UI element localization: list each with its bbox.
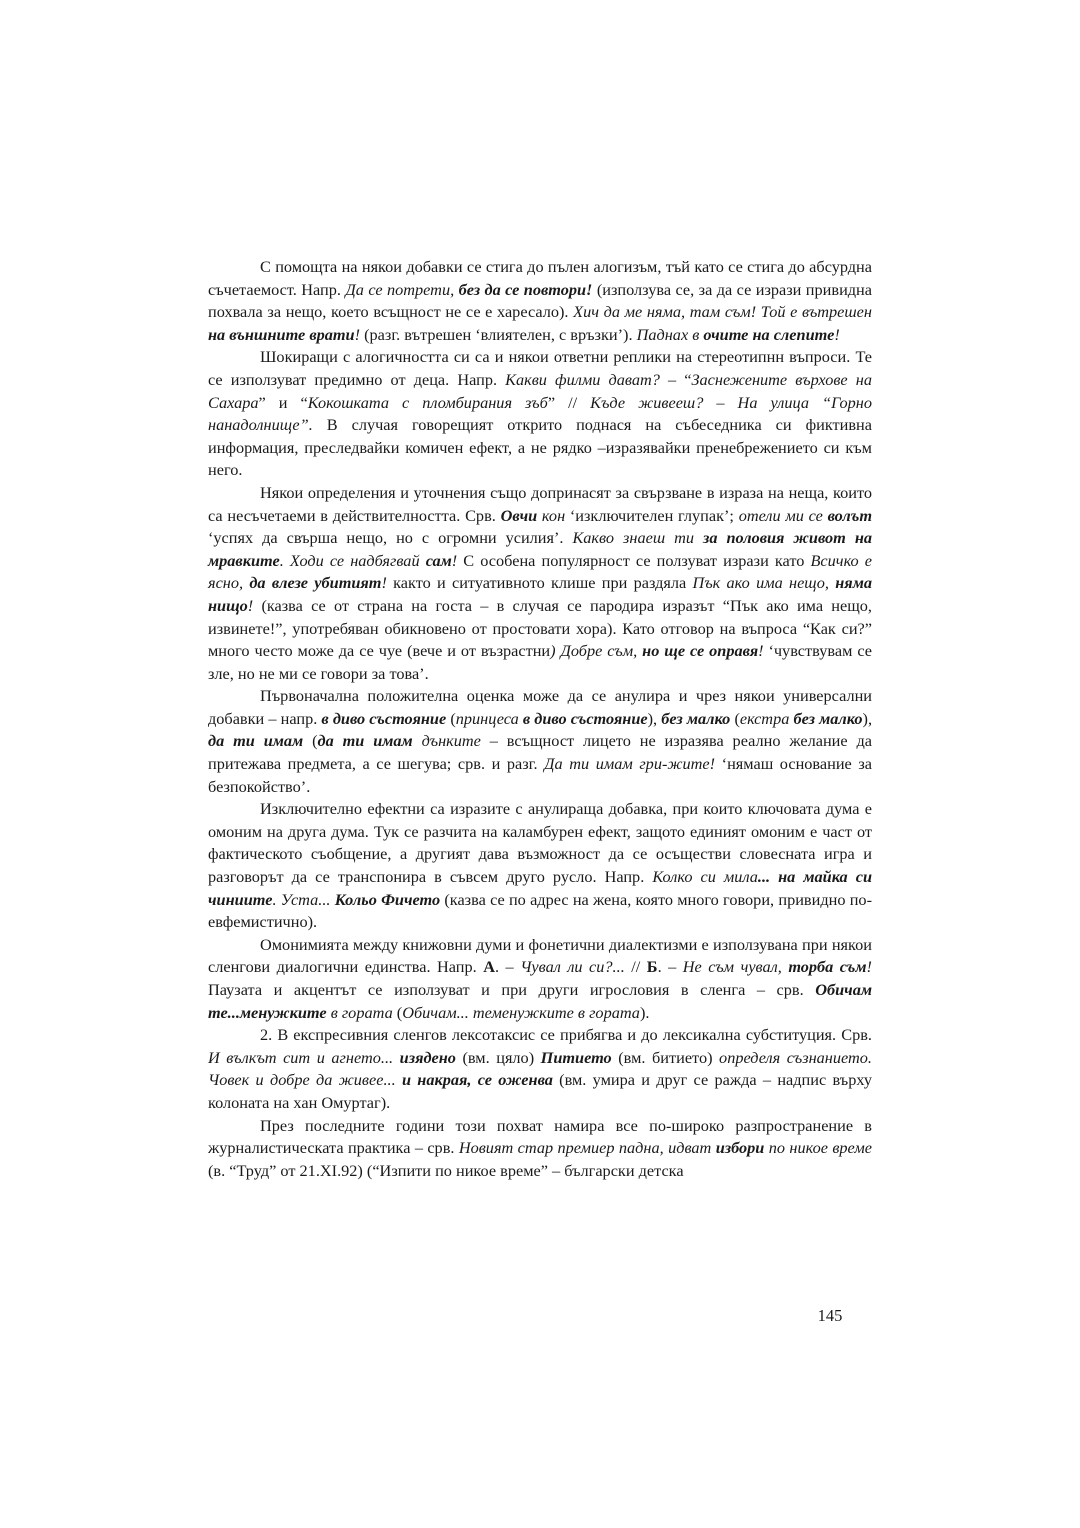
paragraph xyxy=(208,482,872,685)
text-run: Б xyxy=(646,957,658,977)
text-run: Колко си мила xyxy=(652,867,758,887)
text-run: ). xyxy=(639,1002,650,1022)
text-run: (вм. умира и друг се ражда – надпис върху колоната на хан Омуртаг). xyxy=(208,1070,873,1112)
text-run: Шокиращи с алогичността си са и някои ответни реплики на стереотипнн въпроси. Те се използуват предимно от деца. Напр. xyxy=(208,347,872,389)
paragraph xyxy=(208,934,872,1024)
text-run: на външните врати xyxy=(208,324,355,344)
text-run: в гората xyxy=(326,1002,393,1022)
text-run: без да се повтори! xyxy=(458,279,593,299)
text-run: ! xyxy=(758,641,764,661)
text-run: ‘успях да свърша нещо, но с огромни усилия’. xyxy=(208,528,573,548)
text-run: ‘изключителен глупак’; xyxy=(565,505,739,525)
text-run: (използува се, за да се изрази привидна похвала за нещо, което всъщност не се е харесало). xyxy=(208,279,873,322)
text-run: ! xyxy=(866,957,872,977)
text-run: Пък ако има нещо, xyxy=(692,573,836,593)
paragraph xyxy=(208,798,872,934)
text-run: Новият стар премиер падна, идват xyxy=(458,1138,716,1158)
text-run: Изключително ефектни са изразите с анулираща добавка, при които ключовата дума е омоним на друга дума. Тук се разчита на каламбурен ефект, защото единият омоним е част от фактическото съобщение, а другият дава възможност да се осъществи словесната игра и разговорът да се транспонира в съвсем друго русло. Напр. xyxy=(208,799,872,887)
text-run: Да ти имам гри-жите! xyxy=(544,754,716,774)
text-run: ! xyxy=(247,595,254,615)
text-run: . Ходи се надбягвай xyxy=(279,550,426,570)
text-run: сам xyxy=(425,550,452,570)
text-run: екстра xyxy=(739,708,794,728)
text-run: Паднах в xyxy=(636,324,704,344)
text-run: няма нищо xyxy=(208,573,872,615)
text-run: по никое време xyxy=(764,1138,872,1158)
paragraph xyxy=(208,346,872,482)
text-run: . Уста... xyxy=(272,889,335,909)
text-run: ... на майка си чиниите xyxy=(208,867,873,909)
text-run: да ти имам xyxy=(317,731,413,751)
text-run: . – xyxy=(495,957,521,977)
text-run: ‘нямаш основание за безпокойство’. xyxy=(208,754,872,796)
text-run: за половия живот на мравките xyxy=(208,528,872,570)
text-run: . – xyxy=(657,957,683,977)
text-run: ), xyxy=(862,708,873,728)
text-run: ! xyxy=(354,324,361,344)
text-run: определя съзнанието. Човек и добре да живее... xyxy=(208,1047,872,1090)
text-run: Заснежените върхове на Сахара xyxy=(208,369,872,412)
text-run: ( xyxy=(730,708,740,728)
text-run: избори xyxy=(715,1138,765,1158)
text-run: ( xyxy=(392,1002,403,1022)
text-run: Първоначална положителна оценка може да се анулира и чрез някои универсални добавки – напр. xyxy=(208,686,872,728)
paragraph xyxy=(208,256,872,346)
text-run: волът xyxy=(827,505,872,525)
text-run: В случая говорещият открито поднася на събеседника си фиктивна информация, преследвайки комичен ефект, а не рядко –изразявайки пренебрежението си към него. xyxy=(208,415,872,480)
text-run: С помощта на някои добавки се стига до пълен алогизъм, тъй като се стига до абсурдна съчетаемост. Напр. xyxy=(208,257,872,299)
text-run: Паузата и акцентът се използуват и при други игрословия в сленга – срв. xyxy=(208,980,816,999)
page-number: 145 xyxy=(817,1306,843,1325)
text-run: Не съм чувал, xyxy=(682,957,789,977)
text-run: ‘чувствувам се зле, но не ми се говори за това’. xyxy=(208,641,872,683)
text-run: Обичам те...менужките xyxy=(208,980,872,1022)
text-run: “ xyxy=(676,369,692,389)
text-run: и накрая, се оженва xyxy=(401,1070,553,1090)
text-run: да ти имам xyxy=(208,731,304,751)
text-run: (разг. вътрешен ‘влиятелен, с връзки’). xyxy=(360,324,637,344)
text-run: в диво състояние xyxy=(522,708,648,728)
text-run: А xyxy=(483,957,495,977)
text-run: но ще се оправя xyxy=(642,641,759,661)
text-run: Хич да ме няма, там съм! Той е вътрешен xyxy=(573,302,872,322)
text-run: Кокошката с пломбирания зъб xyxy=(307,392,548,412)
text-run: – всъщност лицето не изразява реално желание да притежава предмета, а се шегува; срв. и разг. xyxy=(208,731,872,774)
text-run: изядено xyxy=(399,1047,456,1067)
text-run: отели ми се xyxy=(738,505,828,525)
text-run: ! xyxy=(451,550,458,570)
text-run: ! xyxy=(381,573,387,593)
text-run: принцеса xyxy=(455,708,523,728)
text-run: ) Добре съм, xyxy=(550,641,643,661)
text-run: без малко xyxy=(661,708,731,728)
paragraph xyxy=(208,1024,872,1114)
text-run: ” // xyxy=(547,392,591,412)
text-run: Какви филми дават? – xyxy=(505,369,677,389)
text-run: Къде живееш? – На улица “Горно нанадолнище”. xyxy=(208,392,872,435)
text-run: Обичам... теменужките в гората xyxy=(402,1002,640,1022)
text-run: (казва се от страна на госта – в случая се пародира изразът “Пък ако има нещо, извинете!”, употребяван обикновено от простовати хора). Като отговор на въпроса “Как си?” много често може да се чуе (вече и от възрастни xyxy=(208,595,872,661)
text-run: // xyxy=(624,957,647,977)
paragraph xyxy=(208,685,872,798)
text-run: (вм. битието) xyxy=(611,1047,720,1067)
text-run: (вм. цяло) xyxy=(455,1047,541,1067)
page-body xyxy=(208,256,872,1182)
text-run: ! xyxy=(834,324,840,344)
text-run: торба съм xyxy=(788,957,867,977)
text-run: ), xyxy=(647,708,662,728)
text-run: Кольо Фичето xyxy=(334,889,441,909)
text-run: (казва се по адрес на жена, която много говори, привидно по-евфемистично). xyxy=(208,889,872,932)
text-run: ” и “ xyxy=(258,392,308,412)
text-run: ( xyxy=(446,708,456,728)
text-run: ( xyxy=(303,731,318,751)
text-run: Всичко е ясно, xyxy=(208,550,873,593)
text-run: (в. “Труд” от 21.ХI.92) (“Изпити по никое време” – български детска xyxy=(208,1160,684,1180)
text-run: Какво знаеш ти xyxy=(572,528,703,548)
text-run: През последните години този похват намира все по-широко разпространение в журналистическата практика – срв. xyxy=(208,1115,872,1158)
text-run: кон xyxy=(537,505,566,525)
text-run: И вълкът сит и агнето... xyxy=(208,1047,400,1067)
text-run: Някои определения и уточнения също допринасят за свързване в израза на неща, които са несъчетаеми в действителността. Срв. xyxy=(208,482,872,525)
text-run: в диво състояние xyxy=(321,708,447,728)
text-run: както и ситуативното клише при раздяла xyxy=(386,573,693,593)
paragraph xyxy=(208,1115,872,1183)
text-run: без малко xyxy=(793,708,863,728)
text-run: Да се потрети, xyxy=(345,279,459,299)
text-run: очите на слепите xyxy=(703,324,835,344)
text-run: Питието xyxy=(540,1047,612,1067)
text-run: Омонимията между книжовни думи и фонетични диалектизми е използувана при някои сленгови диалогични единства. Напр. xyxy=(208,934,872,977)
text-run: С особена популярност се ползуват изрази като xyxy=(457,550,811,570)
text-run: 2. В експресивния сленгов лексотаксис се прибягва и до лексикална субституция. Срв. xyxy=(260,1025,872,1045)
text-run: Овчи xyxy=(500,505,538,525)
text-run: Чувал ли си?... xyxy=(520,957,625,977)
text-run: дънките xyxy=(412,731,481,751)
text-run: да влезе убитият xyxy=(249,573,382,593)
